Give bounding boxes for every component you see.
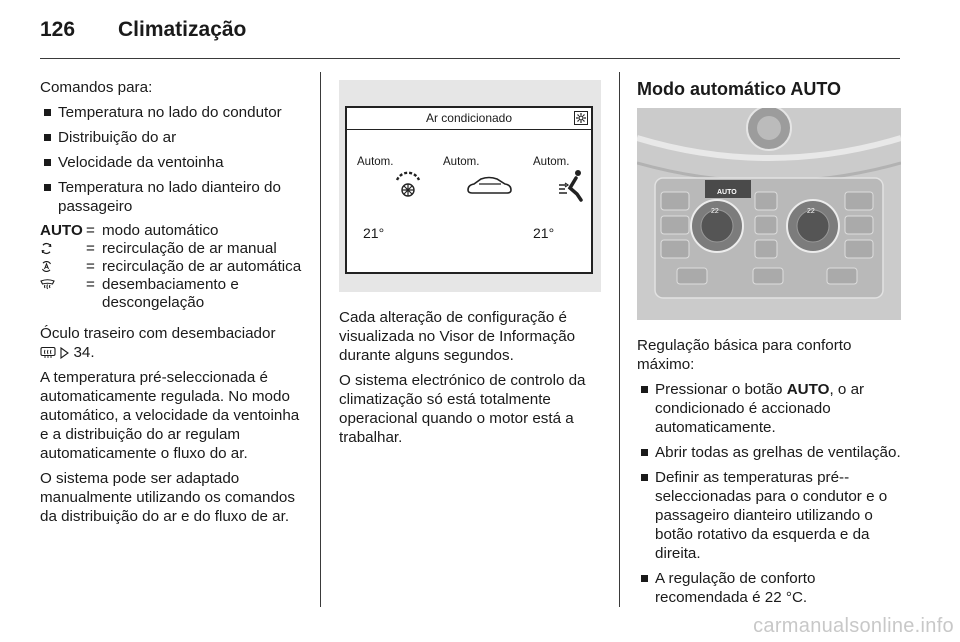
page-header [40,18,246,42]
legend-row [40,222,306,240]
climate-display-screen [345,106,593,274]
legend-equals: = [86,222,95,239]
rear-window-text: Óculo traseiro com desembaciador [40,325,276,342]
list-item: Abrir todas as grelhas de ventilação. [637,443,903,462]
legend-equals: = [86,276,95,293]
controls-list [40,103,306,216]
paragraph: O sistema electrónico de controlo da climatização só está totalmente operacional quando o motor está a trabalhar. [339,372,586,446]
display-label-autom: Autom. [357,156,394,168]
rear-window-page-ref[interactable]: 34. [73,344,95,361]
legend-text: desembaciamento e descongelação [102,276,239,311]
legend-key-auto: AUTO [40,222,83,239]
legend-equals: = [86,240,95,257]
list-item: Distribuição do ar [40,128,306,147]
header-rule [40,58,900,59]
page-number: 126 [40,18,76,41]
list-item: Definir as temperaturas pré--seleccionadas para o condutor e o passageiro dianteiro utilizando o botão rotativo da esquerda e da direita. [637,468,903,563]
auto-recirculation-icon [40,260,53,273]
list-item: Temperatura no lado dianteiro do passageiro [40,178,306,216]
symbol-legend [40,222,306,312]
legend-row [40,258,306,276]
left-dial-mark: 22 [711,208,719,215]
paragraph: Cada alteração de configuração é visualizada no Visor de Informação durante alguns segundos. [339,309,576,364]
car-icon [465,174,513,198]
list-item-text: , o ar condicionado é accionado automaticamente. [655,381,865,436]
comfort-intro: Regulação básica para conforto máximo: [637,337,852,373]
settings-gear-icon [574,111,588,125]
legend-text: modo automático [102,222,219,239]
list-item: A regulação de conforto recomendada é 22 °C. [637,569,903,607]
legend-row [40,276,306,312]
right-dial-mark: 22 [807,208,815,215]
legend-key [40,240,86,258]
list-item [637,380,903,437]
air-distribution-icon [557,168,585,202]
list-item-bold: AUTO [786,381,830,398]
column-divider-2 [619,72,620,607]
passenger-temperature: 21° [533,225,555,241]
display-title: Ar condicionado [347,108,591,130]
page-title: Climatização [118,18,247,41]
watermark: carmanualsonline.info [753,615,954,637]
legend-equals: = [86,258,95,275]
list-item: Velocidade da ventoinha [40,153,306,172]
display-label-autom: Autom. [533,156,570,168]
auto-button-label: AUTO [717,189,737,196]
rear-window-note [40,324,306,362]
info-display-figure [339,80,601,292]
list-item: Temperatura no lado do condutor [40,103,306,122]
legend-text: recirculação de ar automática [102,258,302,275]
section-heading: Modo automático AUTO [637,79,841,99]
page-reference-icon [60,347,69,359]
column-divider-1 [320,72,321,607]
legend-key [40,258,86,276]
controls-intro: Comandos para: [40,79,153,96]
windscreen-defrost-icon [40,278,55,291]
fan-speed-icon [391,170,425,200]
paragraph: O sistema pode ser adaptado manualmente utilizando os comandos da distribuição do ar e do fluxo de ar. [40,470,295,525]
column-1 [40,78,306,532]
climate-control-panel-photo [637,108,901,320]
control-panel-illustration [637,108,901,320]
column-2 [339,80,605,453]
comfort-steps-list [637,380,903,607]
rear-window-heater-icon [40,346,56,359]
legend-row [40,240,306,258]
paragraph: A temperatura pré-seleccionada é automaticamente regulada. No modo automático, a velocidade da ventoinha e a distribuição do ar regulam automaticamente o fluxo do ar. [40,369,300,462]
list-item-text: Pressionar o botão [655,381,787,398]
driver-temperature: 21° [363,225,385,241]
column-3 [637,78,903,613]
legend-text: recirculação de ar manual [102,240,277,257]
legend-key [40,276,86,312]
recirculation-icon [40,242,53,255]
display-label-autom: Autom. [443,156,480,168]
